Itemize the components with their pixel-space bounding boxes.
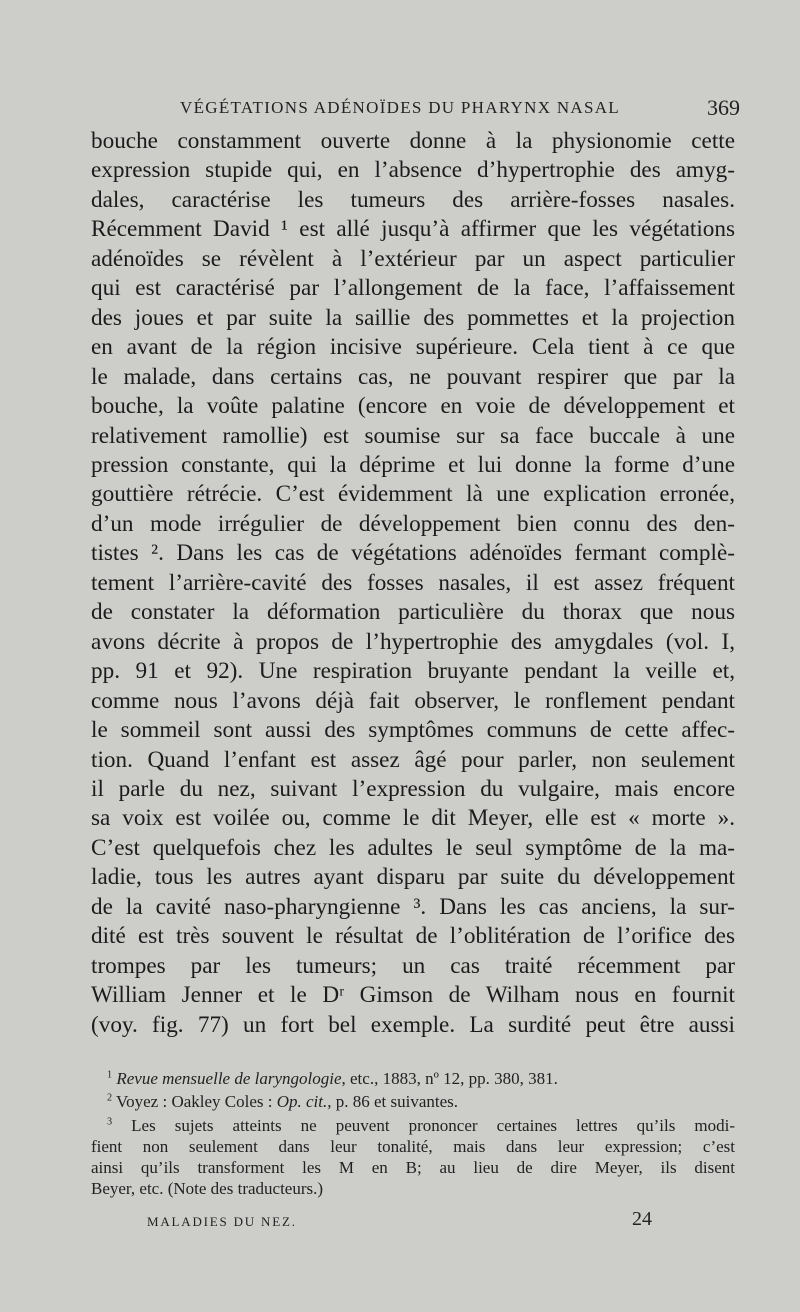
body-line: il parle du nez, suivant l’expression du vulgaire, mais encore (91, 775, 735, 802)
body-line: dales, caractérise les tumeurs des arrière-fosses nasales. (91, 186, 735, 213)
footnote-text: , etc., 1883, nº 12, pp. 380, 381. (341, 1069, 558, 1088)
footnote-text: Voyez : Oakley Coles : (116, 1092, 277, 1112)
printer-signature: MALADIES DU NEZ. (147, 1214, 297, 1229)
signature-number: 24 (632, 1208, 652, 1230)
footnote-italic: Op. cit. (276, 1092, 328, 1112)
body-line: en avant de la région incisive supérieure. Cela tient à ce que (91, 334, 735, 361)
body-line: (voy. fig. 77) un fort bel exemple. La surdité peut être aussi (91, 1011, 735, 1038)
body-line: le malade, dans certains cas, ne pouvant respirer que par la (91, 363, 735, 390)
body-line: d’un mode irrégulier de développement bien connu des den- (91, 510, 735, 537)
footnote-3 (91, 1115, 735, 1200)
body-line: C’est quelquefois chez les adultes le seul symptôme de la ma- (91, 834, 735, 861)
body-line: des joues et par suite la saillie des pommettes et la projection (91, 304, 735, 331)
footnote-italic: Revue mensuelle de laryngologie (116, 1069, 342, 1088)
body-line: le sommeil sont aussi des symptômes communs de cette affec- (91, 717, 735, 744)
body-line: dité est très souvent le résultat de l’oblitération de l’orifice des (91, 923, 735, 950)
footnote-1 (91, 1068, 735, 1089)
footnote-mark: 3 (107, 1115, 113, 1127)
body-line: William Jenner et le Dʳ Gimson de Wilham nous en fournit (91, 982, 735, 1009)
body-line: avons décrite à propos de l’hypertrophie des amygdales (vol. I, (91, 628, 735, 655)
body-line: relativement ramollie) est soumise sur sa face buccale à une (91, 422, 735, 449)
body-line: tistes ². Dans les cas de végétations adénoïdes fermant complè- (91, 540, 735, 567)
body-line: de constater la déformation particulière du thorax que nous (91, 599, 735, 626)
body-line: adénoïdes se révèlent à l’extérieur par un aspect particulier (91, 245, 735, 272)
body-line: tement l’arrière-cavité des fosses nasales, il est assez fréquent (91, 569, 735, 596)
footnote-mark: 2 (107, 1092, 113, 1104)
footnote-text: Les sujets atteints ne peuvent prononcer certaines lettres qu’ils modi- (131, 1115, 736, 1135)
body-line: Récemment David ¹ est allé jusqu’à affirmer que les végétations (91, 216, 735, 243)
body-line: bouche constamment ouverte donne à la physionomie cette (91, 128, 735, 154)
body-line: qui est caractérisé par l’allongement de la face, l’affaissement (91, 275, 735, 302)
body-line: bouche, la voûte palatine (encore en voie de développement et (91, 393, 735, 420)
body-line: gouttière rétrécie. C’est évidemment là une explication erronée, (91, 481, 735, 508)
body-text (91, 127, 735, 1040)
body-line: trompes par les tumeurs; un cas traité récemment par (91, 952, 735, 979)
body-line: comme nous l’avons déjà fait observer, le ronflement pendant (91, 687, 735, 714)
footnote-text: ainsi qu’ils transforment les M en B; au lieu de dire Meyer, ils disent (91, 1158, 735, 1178)
footnotes (91, 1068, 735, 1202)
body-line: pression constante, qui la déprime et lui donne la forme d’une (91, 451, 735, 478)
footnote-mark: 1 (107, 1069, 113, 1081)
body-line: ladie, tous les autres ayant disparu par suite du développement (91, 864, 735, 891)
footnote-text: , p. 86 et suivantes. (327, 1092, 459, 1112)
footnote-text: Beyer, etc. (Note des traducteurs.) (91, 1179, 324, 1199)
running-head-title: VÉGÉTATIONS ADÉNOÏDES DU PHARYNX NASAL (180, 98, 620, 117)
body-line: sa voix est voilée ou, comme le dit Meyer, elle est « morte ». (91, 805, 735, 832)
body-line: de la cavité naso-pharyngienne ³. Dans les cas anciens, la sur- (91, 893, 735, 920)
footnote-2 (91, 1091, 735, 1112)
page-number: 369 (707, 95, 740, 120)
body-line: tion. Quand l’enfant est assez âgé pour parler, non seulement (91, 746, 735, 773)
footnote-text: fient non seulement dans leur tonalité, mais dans leur expression; c’est (91, 1136, 735, 1156)
body-line: expression stupide qui, en l’absence d’hypertrophie des amyg- (91, 157, 735, 184)
body-line: pp. 91 et 92). Une respiration bruyante pendant la veille et, (91, 658, 735, 685)
